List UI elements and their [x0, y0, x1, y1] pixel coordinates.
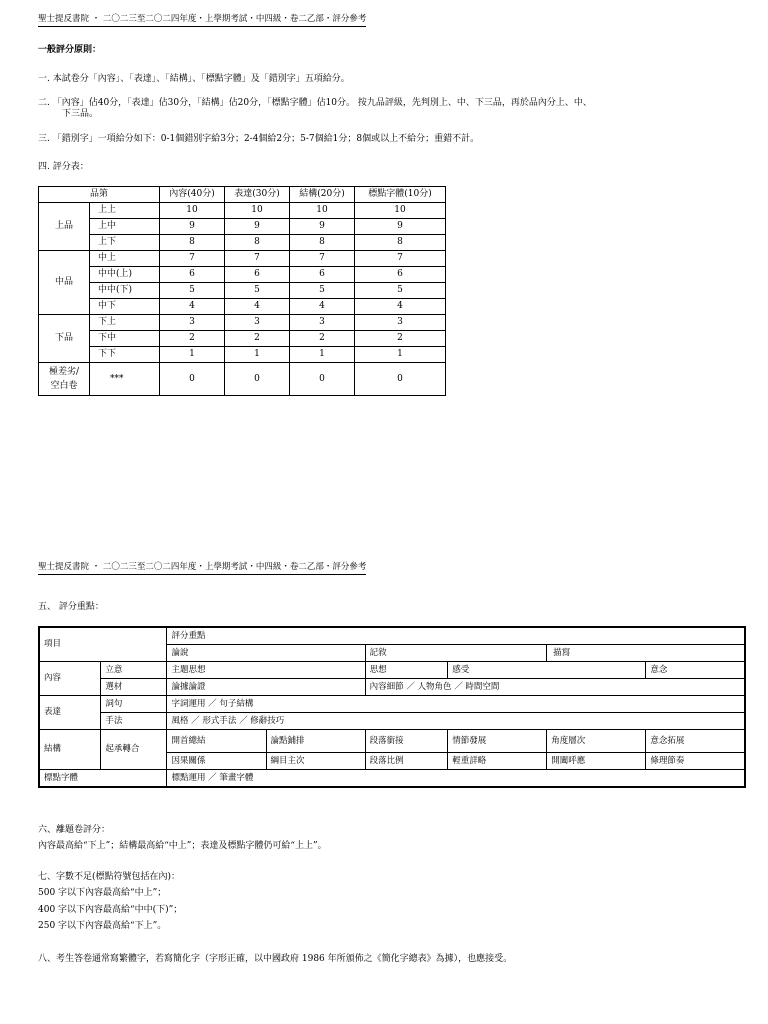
score-cell: 2: [225, 331, 290, 347]
table-row: [39, 267, 446, 283]
score-cell: 4: [290, 299, 355, 315]
score-cell: 6: [355, 267, 446, 283]
table-row: [39, 363, 446, 396]
grade-group: [39, 363, 90, 396]
focus-cell: 段落銜接: [365, 730, 448, 753]
table-row: [39, 331, 446, 347]
table-row: [39, 770, 745, 788]
grade-group-line2: 空白卷: [50, 381, 78, 391]
score-cell: 9: [225, 219, 290, 235]
category-cell: 標點字體: [39, 770, 167, 788]
focus-cell: 論據論證: [167, 679, 365, 696]
score-cell: 1: [160, 347, 225, 363]
grade-label: 中中(下): [90, 283, 160, 299]
item-header: 項目: [39, 627, 167, 662]
score-cell: 8: [225, 235, 290, 251]
section-heading: 一般評分原則：: [38, 45, 102, 55]
grade-label: 中上: [90, 251, 160, 267]
score-cell: 6: [225, 267, 290, 283]
section-5-heading: 五、 評分重點：: [38, 602, 104, 612]
focus-cell: 風格 ／ 形式手法 ／ 修辭技巧: [167, 713, 745, 730]
header-cell: 標點字體(10分): [355, 187, 446, 203]
score-cell: 1: [355, 347, 446, 363]
score-cell: 6: [160, 267, 225, 283]
score-cell: 4: [160, 299, 225, 315]
focus-cell: 字詞運用 ／ 句子結構: [167, 696, 745, 713]
grade-label: 上上: [90, 203, 160, 219]
header-cell: 表達(30分): [225, 187, 290, 203]
grade-label: 上中: [90, 219, 160, 235]
subcategory-cell: 選材: [101, 679, 167, 696]
table-row: [39, 283, 446, 299]
table-row: [39, 315, 446, 331]
category-cell: 結構: [39, 730, 101, 770]
type-header: 記敘: [365, 645, 547, 662]
section-7-heading: 七、字數不足(標點符號包括在內)：: [38, 872, 181, 882]
score-cell: 9: [290, 219, 355, 235]
focus-cell: 角度層次: [547, 730, 646, 753]
table-row: [39, 696, 745, 713]
score-cell: 5: [225, 283, 290, 299]
focus-cell: 綱目主次: [266, 753, 365, 770]
score-cell: 3: [225, 315, 290, 331]
focus-header: 評分重點: [167, 627, 745, 645]
grade-label: 上下: [90, 235, 160, 251]
grade-group: 上品: [39, 203, 90, 251]
focus-cell: 主題思想: [167, 662, 365, 679]
principle-3: 三. 「錯別字」一項給分如下：0-1個錯別字給3分；2-4個給2分；5-7個給1分；8個或以上不給分；重錯不計。: [38, 134, 480, 144]
score-cell: 0: [355, 363, 446, 396]
grade-label: 下中: [90, 331, 160, 347]
table-row: [39, 251, 446, 267]
score-cell: 2: [160, 331, 225, 347]
focus-cell: 因果關係: [167, 753, 266, 770]
table-row: [39, 662, 745, 679]
score-cell: 2: [290, 331, 355, 347]
score-cell: 7: [355, 251, 446, 267]
score-cell: 2: [355, 331, 446, 347]
table-header-row: [39, 187, 446, 203]
focus-cell: 感受: [448, 662, 646, 679]
score-cell: 9: [355, 219, 446, 235]
score-cell: 0: [160, 363, 225, 396]
score-cell: 1: [290, 347, 355, 363]
section-6-text: 內容最高給“下上”；結構最高給“中上”；表達及標點字體仍可給“上上”。: [38, 841, 327, 851]
subcategory-cell: 手法: [101, 713, 167, 730]
focus-cell: 意念: [646, 662, 745, 679]
page-header: 聖士提反書院 ・ 二〇二三至二〇二四年度・上學期考試・中四級・卷二乙部・評分參考: [38, 562, 366, 575]
focus-cell: 思想: [365, 662, 448, 679]
focus-cell: 輕重詳略: [448, 753, 547, 770]
table-row: [39, 627, 745, 645]
score-cell: 4: [355, 299, 446, 315]
subcategory-cell: 立意: [101, 662, 167, 679]
type-header: 描寫: [547, 645, 745, 662]
header-cell: 品第: [39, 187, 160, 203]
focus-cell: 條理節奏: [646, 753, 745, 770]
table-row: [39, 730, 745, 753]
score-cell: 7: [290, 251, 355, 267]
section-6-heading: 六、離題卷評分：: [38, 825, 111, 835]
grade-label: 中下: [90, 299, 160, 315]
header-cell: 內容(40分): [160, 187, 225, 203]
score-cell: 0: [290, 363, 355, 396]
section-7-line: 500 字以下內容最高給“中上”；: [38, 888, 167, 898]
score-cell: 1: [225, 347, 290, 363]
score-cell: 5: [290, 283, 355, 299]
focus-cell: 開首總結: [167, 730, 266, 753]
focus-cell: 開闔呼應: [547, 753, 646, 770]
table-row: [39, 235, 446, 251]
principle-2-cont: 下三品。: [62, 109, 99, 119]
score-cell: 8: [160, 235, 225, 251]
subcategory-cell: 起承轉合: [101, 730, 167, 770]
grading-table: [38, 186, 446, 396]
grade-label: ***: [90, 363, 160, 396]
focus-table: [38, 626, 746, 788]
score-cell: 6: [290, 267, 355, 283]
focus-cell: 內容細節 ／ 人物角色 ／ 時間空間: [365, 679, 745, 696]
focus-cell: 意念拓展: [646, 730, 745, 753]
section-8-text: 八、考生答卷通常寫繁體字，若寫簡化字（字形正確，以中國政府 1986 年所頒佈之《簡化字總表》為據），也應接受。: [38, 954, 513, 964]
score-cell: 5: [160, 283, 225, 299]
table-row: [39, 347, 446, 363]
score-cell: 7: [225, 251, 290, 267]
category-cell: 內容: [39, 662, 101, 696]
principle-1: 一. 本試卷分「內容」、「表達」、「結構」、「標點字體」及「錯別字」五項給分。: [38, 74, 350, 84]
category-cell: 表達: [39, 696, 101, 730]
grade-label: 下下: [90, 347, 160, 363]
score-cell: 3: [160, 315, 225, 331]
focus-cell: 段落比例: [365, 753, 448, 770]
table-row: [39, 713, 745, 730]
focus-cell: 標點運用 ／ 筆畫字體: [167, 770, 745, 788]
subcategory-cell: 詞句: [101, 696, 167, 713]
score-cell: 3: [290, 315, 355, 331]
focus-cell: 論點鋪排: [266, 730, 365, 753]
principle-4: 四. 評分表：: [38, 162, 89, 172]
grade-label: 中中(上): [90, 267, 160, 283]
score-cell: 5: [355, 283, 446, 299]
grade-group: 下品: [39, 315, 90, 363]
focus-cell: 情節發展: [448, 730, 547, 753]
header-cell: 結構(20分): [290, 187, 355, 203]
score-cell: 7: [160, 251, 225, 267]
score-cell: 10: [355, 203, 446, 219]
principle-2: 二. 「內容」佔40分，「表達」佔30分，「結構」佔20分，「標點字體」佔10分。 按九品評級，先判別上、中、下三品，再於品內分上、中、: [38, 98, 592, 108]
table-row: [39, 679, 745, 696]
score-cell: 8: [355, 235, 446, 251]
score-cell: 0: [225, 363, 290, 396]
section-7-line: 250 字以下內容最高給“下上”。: [38, 921, 167, 931]
grade-group-line1: 極差劣/: [48, 367, 80, 377]
table-row: [39, 203, 446, 219]
page-header: 聖士提反書院 ・ 二〇二三至二〇二四年度・上學期考試・中四級・卷二乙部・評分參考: [38, 14, 366, 27]
score-cell: 10: [160, 203, 225, 219]
score-cell: 3: [355, 315, 446, 331]
score-cell: 9: [160, 219, 225, 235]
score-cell: 8: [290, 235, 355, 251]
grade-group: 中品: [39, 251, 90, 315]
grade-label: 下上: [90, 315, 160, 331]
score-cell: 4: [225, 299, 290, 315]
section-7-line: 400 字以下內容最高給“中中(下)”；: [38, 905, 183, 915]
table-row: [39, 219, 446, 235]
score-cell: 10: [225, 203, 290, 219]
type-header: 論說: [167, 645, 365, 662]
score-cell: 10: [290, 203, 355, 219]
table-row: [39, 299, 446, 315]
